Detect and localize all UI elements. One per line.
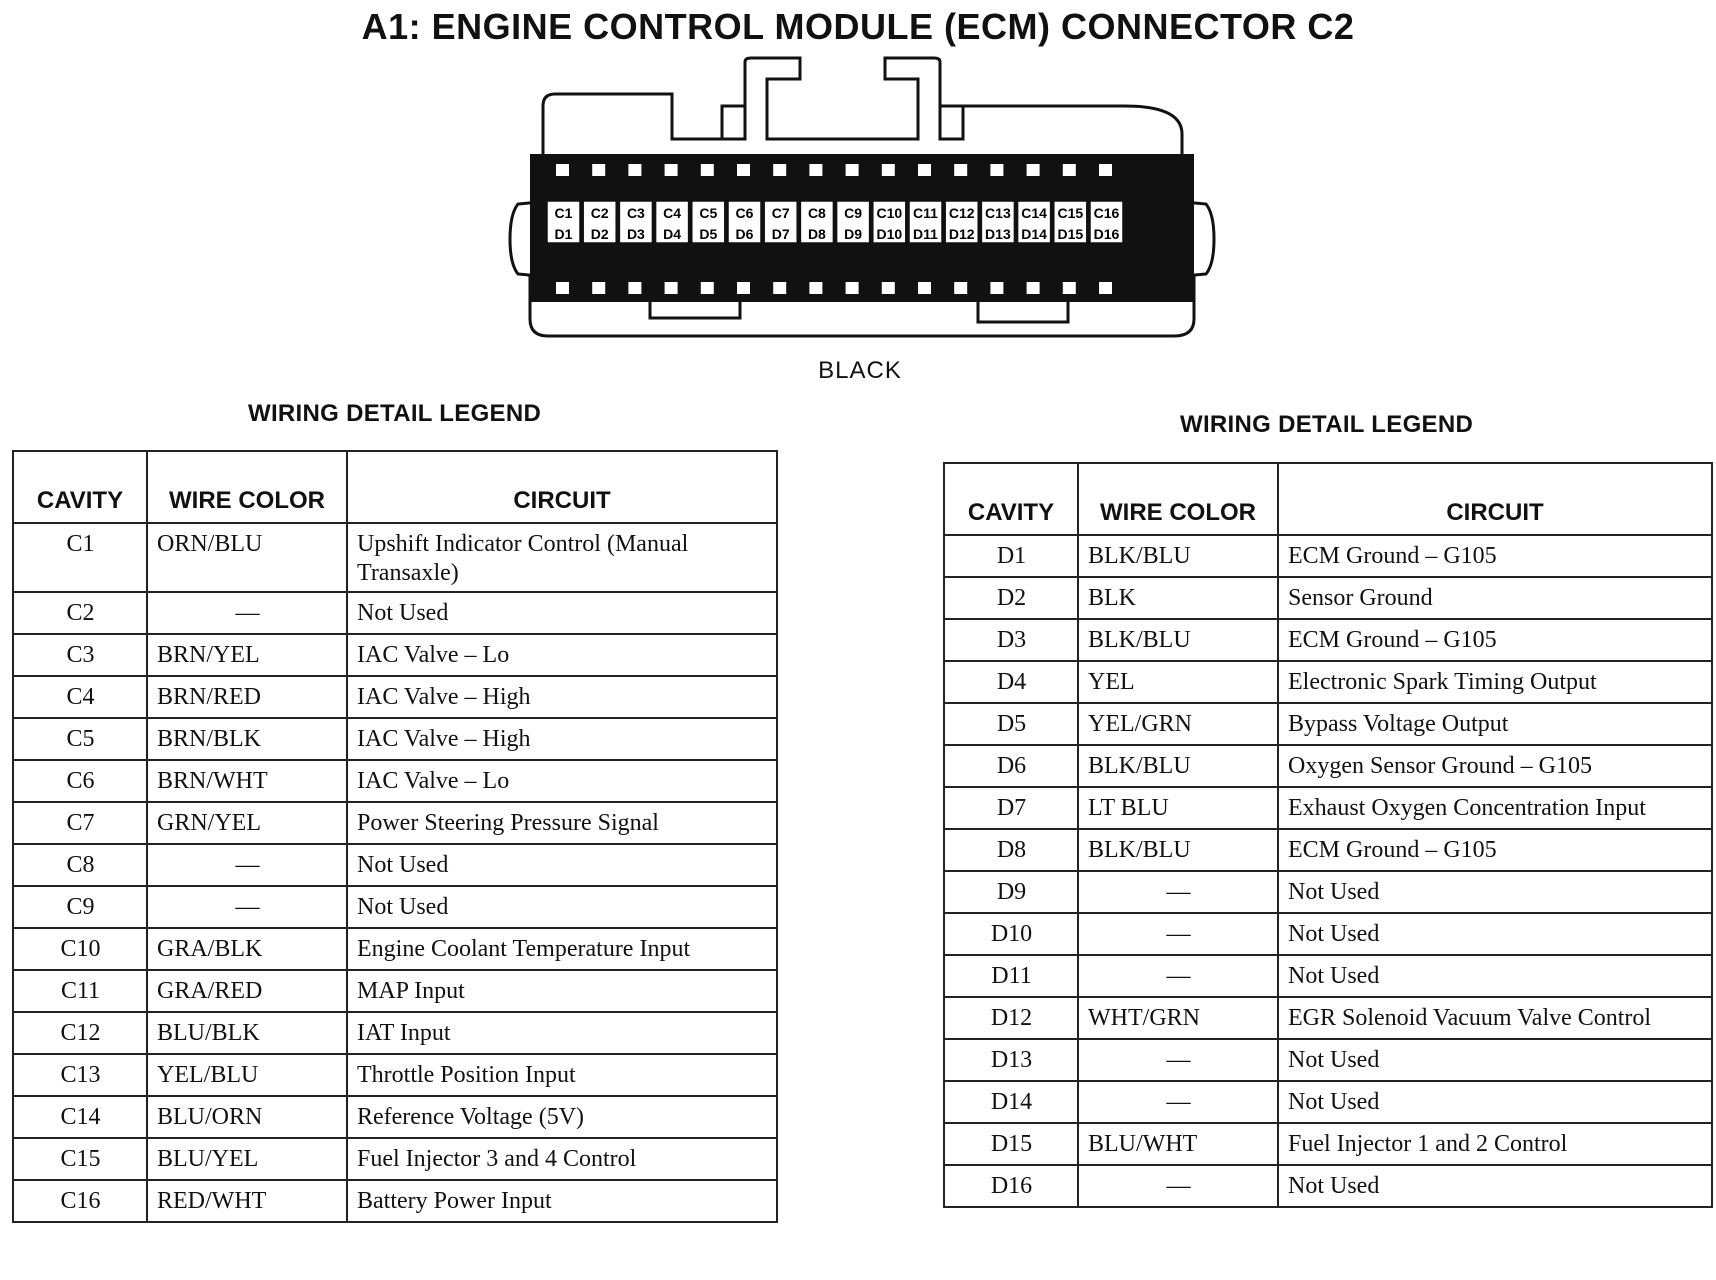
terminal-pin [773,164,786,176]
table-header-row [13,451,777,523]
cavity-label: C6 [735,205,754,221]
circuit-cell: Not Used [1278,1165,1712,1207]
cavity-label: D3 [626,226,645,242]
circuit-cell: IAT Input [347,1012,777,1054]
terminal-pin [882,164,895,176]
terminal-pin [882,282,895,294]
header-cavity: CAVITY [944,463,1078,535]
cavity-cell: C1 [13,523,147,592]
cavity-label: D16 [1093,226,1120,242]
circuit-cell: MAP Input [347,970,777,1012]
table-row [13,928,777,970]
circuit-cell: Power Steering Pressure Signal [347,802,777,844]
table-row [944,997,1712,1039]
terminal-pin [628,164,641,176]
page-title: A1: ENGINE CONTROL MODULE (ECM) CONNECTOR C2 [361,6,1355,47]
cavity-cell: D1 [944,535,1078,577]
cavity-label: D15 [1057,226,1084,242]
cavity-label: D5 [699,226,718,242]
table-row [944,913,1712,955]
circuit-cell: IAC Valve – Lo [347,634,777,676]
circuit-cell: IAC Valve – Lo [347,760,777,802]
connector-diagram [500,54,1220,354]
cavity-cell: D6 [944,745,1078,787]
cavity-label: D12 [948,226,975,242]
terminal-pin [628,282,641,294]
terminal-pin [954,164,967,176]
wiring-legend-table-d [943,462,1713,1208]
cavity-cell: D3 [944,619,1078,661]
wire-color-cell: ORN/BLU [147,523,347,592]
cavity-cell: C4 [13,676,147,718]
cavity-cell: D15 [944,1123,1078,1165]
wire-color-cell: BLU/WHT [1078,1123,1278,1165]
circuit-cell: Not Used [1278,955,1712,997]
table-row [13,844,777,886]
terminal-pin [1099,282,1112,294]
wire-color-cell: — [1078,913,1278,955]
cavity-label: C10 [876,205,903,221]
table-row [13,1096,777,1138]
circuit-cell: Bypass Voltage Output [1278,703,1712,745]
circuit-cell: Not Used [1278,913,1712,955]
cavity-label: C1 [554,205,573,221]
wire-color-cell: BLK/BLU [1078,619,1278,661]
cavity-cell: C7 [13,802,147,844]
cavity-label: C14 [1021,205,1047,221]
header-wire-color: WIRE COLOR [147,451,347,523]
circuit-cell: Fuel Injector 3 and 4 Control [347,1138,777,1180]
terminal-pin [592,164,605,176]
circuit-cell: IAC Valve – High [347,718,777,760]
wire-color-cell: GRA/BLK [147,928,347,970]
header-cavity: CAVITY [13,451,147,523]
terminal-pin [556,282,569,294]
table-row [944,829,1712,871]
terminal-pin [990,282,1003,294]
table-row [13,676,777,718]
connector-color-label: BLACK [818,357,902,384]
wire-color-cell: RED/WHT [147,1180,347,1222]
wire-color-cell: — [1078,871,1278,913]
legend-title-right: WIRING DETAIL LEGEND [1180,411,1474,438]
table-row [944,787,1712,829]
cavity-label: D7 [771,226,790,242]
cavity-cell: C12 [13,1012,147,1054]
circuit-cell: Sensor Ground [1278,577,1712,619]
circuit-cell: Not Used [347,844,777,886]
cavity-label: D10 [876,226,903,242]
cavity-cell: C6 [13,760,147,802]
terminal-pin [918,164,931,176]
cavity-cell: C14 [13,1096,147,1138]
table-row [944,577,1712,619]
cavity-label: D14 [1021,226,1047,242]
cavity-cell: D2 [944,577,1078,619]
wire-color-cell: BRN/BLK [147,718,347,760]
wire-color-cell: WHT/GRN [1078,997,1278,1039]
wire-color-cell: YEL [1078,661,1278,703]
circuit-cell: Oxygen Sensor Ground – G105 [1278,745,1712,787]
cavity-cell: C13 [13,1054,147,1096]
terminal-pin [773,282,786,294]
terminal-pin [1027,282,1040,294]
cavity-label: D1 [554,226,573,242]
wire-color-cell: GRA/RED [147,970,347,1012]
terminal-pin [846,282,859,294]
wire-color-cell: BRN/YEL [147,634,347,676]
legend-title-left: WIRING DETAIL LEGEND [248,400,542,427]
table-row [13,523,777,592]
circuit-cell: Not Used [1278,1039,1712,1081]
wire-color-cell: BLU/ORN [147,1096,347,1138]
header-wire-color: WIRE COLOR [1078,463,1278,535]
wire-color-cell: BRN/WHT [147,760,347,802]
wire-color-cell: — [1078,1081,1278,1123]
terminal-pin [954,282,967,294]
cavity-label: D4 [663,226,682,242]
table-row [944,1123,1712,1165]
terminal-pin [737,164,750,176]
table-row [944,619,1712,661]
table-row [944,1081,1712,1123]
table-row [13,592,777,634]
cavity-cell: D12 [944,997,1078,1039]
cavity-cell: C2 [13,592,147,634]
terminal-pin [809,164,822,176]
cavity-cell: C3 [13,634,147,676]
cavity-label: C11 [913,205,938,221]
cavity-label: C13 [985,205,1011,221]
wire-color-cell: — [147,592,347,634]
terminal-pin [701,282,714,294]
table-row [13,760,777,802]
circuit-cell: Electronic Spark Timing Output [1278,661,1712,703]
cavity-cell: C8 [13,844,147,886]
circuit-cell: Not Used [347,592,777,634]
terminal-pin [990,164,1003,176]
table-row [13,718,777,760]
circuit-cell: IAC Valve – High [347,676,777,718]
circuit-cell: ECM Ground – G105 [1278,829,1712,871]
table-header-row [944,463,1712,535]
cavity-label: C15 [1057,205,1084,221]
circuit-cell: Not Used [347,886,777,928]
cavity-label: C9 [844,205,863,221]
cavity-cell: D4 [944,661,1078,703]
cavity-label: D11 [913,226,938,242]
latch-slot-right [940,106,963,139]
table-row [944,1039,1712,1081]
wire-color-cell: GRN/YEL [147,802,347,844]
latch-slot-left [722,106,745,139]
cavity-label: D13 [985,226,1011,242]
circuit-cell: ECM Ground – G105 [1278,619,1712,661]
wire-color-cell: BLK/BLU [1078,745,1278,787]
circuit-cell: Exhaust Oxygen Concentration Input [1278,787,1712,829]
circuit-cell: EGR Solenoid Vacuum Valve Control [1278,997,1712,1039]
terminal-pin [592,282,605,294]
terminal-pin [1099,164,1112,176]
wire-color-cell: YEL/GRN [1078,703,1278,745]
terminal-pin [556,164,569,176]
cavity-label: C5 [699,205,718,221]
table-row [13,634,777,676]
cavity-cell: D8 [944,829,1078,871]
table-row [13,1138,777,1180]
wire-color-cell: — [1078,1165,1278,1207]
terminal-pin [1027,164,1040,176]
cavity-cell: C16 [13,1180,147,1222]
wire-color-cell: BLK [1078,577,1278,619]
terminal-pin [918,282,931,294]
wire-color-cell: YEL/BLU [147,1054,347,1096]
circuit-cell: Fuel Injector 1 and 2 Control [1278,1123,1712,1165]
wire-color-cell: BRN/RED [147,676,347,718]
wire-color-cell: BLK/BLU [1078,535,1278,577]
wire-color-cell: LT BLU [1078,787,1278,829]
table-row [13,886,777,928]
table-row [13,1054,777,1096]
wire-color-cell: BLK/BLU [1078,829,1278,871]
cavity-label: C16 [1093,205,1120,221]
circuit-cell: Not Used [1278,1081,1712,1123]
wire-color-cell: — [147,844,347,886]
terminal-pin [1063,282,1076,294]
circuit-cell: Engine Coolant Temperature Input [347,928,777,970]
cavity-label: C2 [590,205,609,221]
cavity-cell: C15 [13,1138,147,1180]
cavity-cell: D5 [944,703,1078,745]
wire-color-cell: BLU/BLK [147,1012,347,1054]
header-circuit: CIRCUIT [1278,463,1712,535]
table-row [944,661,1712,703]
cavity-cell: C11 [13,970,147,1012]
cavity-cell: D13 [944,1039,1078,1081]
table-row [13,1012,777,1054]
circuit-cell: Upshift Indicator Control (Manual Transaxle) [347,523,777,592]
cavity-cell: C9 [13,886,147,928]
circuit-cell: Battery Power Input [347,1180,777,1222]
cavity-cell: D11 [944,955,1078,997]
terminal-pin [846,164,859,176]
header-circuit: CIRCUIT [347,451,777,523]
cavity-label: C3 [626,205,645,221]
wire-color-cell: — [147,886,347,928]
table-row [944,745,1712,787]
table-row [944,535,1712,577]
cavity-label: C8 [807,205,826,221]
cavity-label: C12 [948,205,975,221]
cavity-cell: C5 [13,718,147,760]
wiring-legend-table-c [12,450,778,1223]
cavity-cell: C10 [13,928,147,970]
terminal-pin [665,164,678,176]
table-row [13,802,777,844]
circuit-cell: Not Used [1278,871,1712,913]
table-row [13,970,777,1012]
cavity-cell: D7 [944,787,1078,829]
terminal-pin [665,282,678,294]
circuit-cell: Throttle Position Input [347,1054,777,1096]
wire-color-cell: — [1078,1039,1278,1081]
terminal-pin [737,282,750,294]
table-row [944,955,1712,997]
terminal-pin [809,282,822,294]
terminal-pin [1063,164,1076,176]
circuit-cell: Reference Voltage (5V) [347,1096,777,1138]
cavity-label: D9 [844,226,863,242]
wire-color-cell: BLU/YEL [147,1138,347,1180]
terminal-pin [701,164,714,176]
cavity-label: C7 [771,205,790,221]
cavity-cell: D9 [944,871,1078,913]
cavity-cell: D14 [944,1081,1078,1123]
cavity-cell: D16 [944,1165,1078,1207]
cavity-cell: D10 [944,913,1078,955]
cavity-label: D6 [735,226,754,242]
table-row [13,1180,777,1222]
cavity-label: D8 [807,226,826,242]
table-row [944,703,1712,745]
cavity-label: D2 [590,226,609,242]
table-row [944,871,1712,913]
circuit-cell: ECM Ground – G105 [1278,535,1712,577]
cavity-label: C4 [663,205,682,221]
wire-color-cell: — [1078,955,1278,997]
table-row [944,1165,1712,1207]
